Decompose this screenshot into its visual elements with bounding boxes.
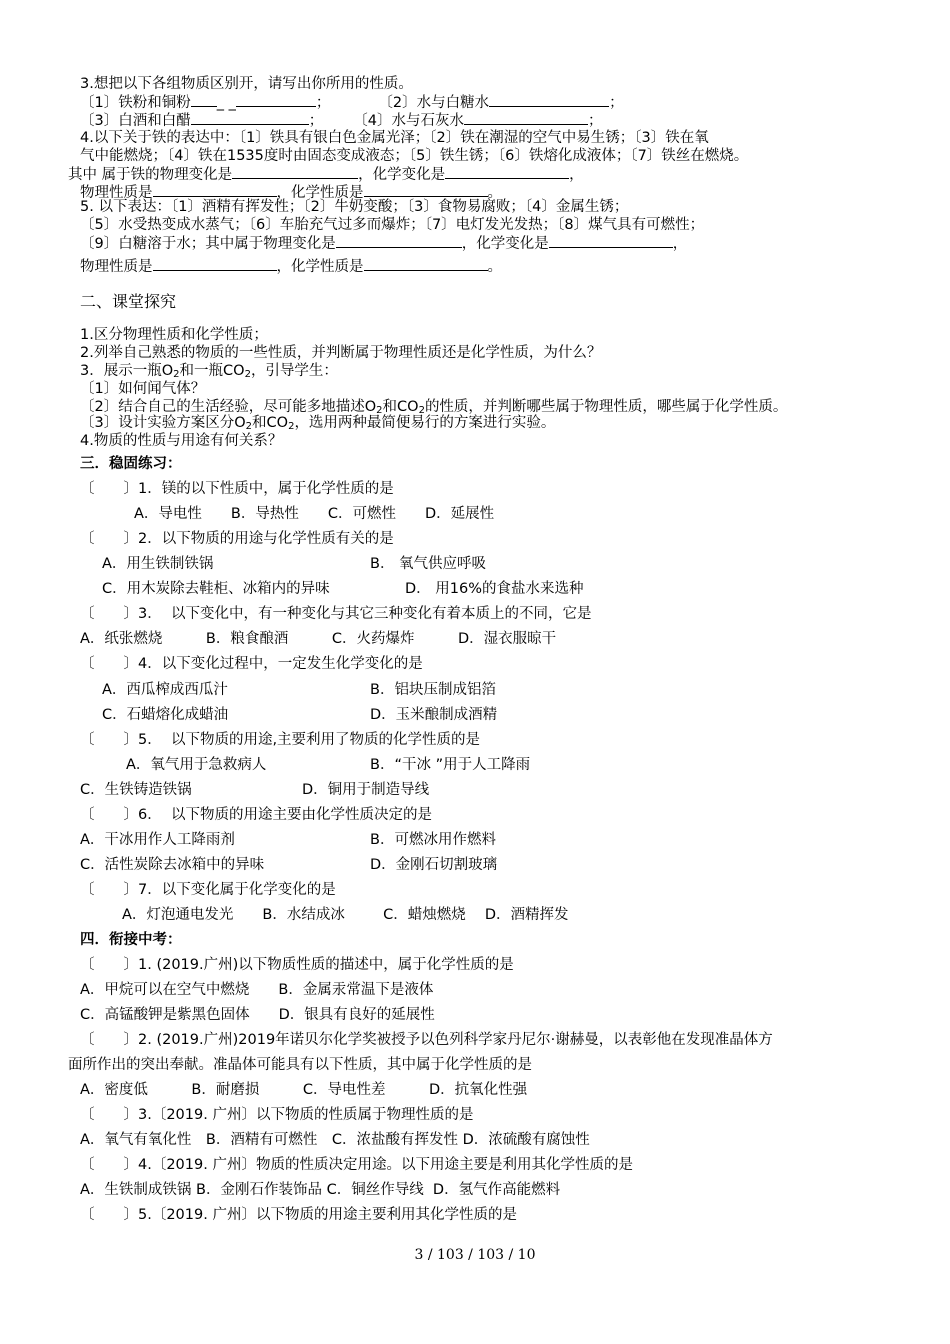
s4-q2-options: A．密度低 B．耐磨损 C．导电性差 D．抗氧化性强 <box>80 1082 528 1098</box>
section2-p4: 〔1〕如何闻气体？ <box>80 381 206 397</box>
s4-q1: 〔 〕1. (2019.广州)以下物质性质的描述中，属于化学性质的是 <box>80 957 514 973</box>
s3-q4-option-c: C．石蜡熔化成蜡油 <box>102 707 229 723</box>
page-footer: 3 / 103 / 103 / 10 <box>414 1247 536 1263</box>
s3-q6-option-d: D．金刚石切割玻璃 <box>370 857 498 873</box>
s3-q3: 〔 〕3． 以下变化中，有一种变化与其它三种变化有着本质上的不同，它是 <box>80 606 592 622</box>
q3-sep2: ； <box>609 95 624 111</box>
s4-q4-options: A．生铁制成铁锅 B．金刚石作装饰品 C．铜丝作导线 D．氢气作高能燃料 <box>80 1182 561 1198</box>
q5-blank-chemical-change[interactable] <box>549 234 673 248</box>
s3-q2-option-d: D． 用16%的食盐水来选种 <box>405 581 584 597</box>
q5-chemical-property-label: ，化学性质是 <box>276 259 364 275</box>
q3-row2 <box>80 111 602 130</box>
subscript-2: 2 <box>376 405 383 416</box>
section2-title: 二、课堂探究 <box>80 292 177 311</box>
q5-line3 <box>80 234 687 253</box>
section4-title: 四．衔接中考： <box>80 932 182 948</box>
s3-q6-option-a: A．干冰用作人工降雨剂 <box>80 832 235 848</box>
subscript-2: 2 <box>288 421 295 432</box>
q4-line3 <box>68 165 584 184</box>
q4-blank-chemical-property[interactable] <box>364 183 488 197</box>
q5-blank-physical-property[interactable] <box>153 257 277 271</box>
section2-p3 <box>80 362 338 380</box>
q5-blank-physical-change[interactable] <box>336 234 462 248</box>
section2-p6-part2: 和CO <box>252 415 289 431</box>
s4-q5: 〔 〕5.〔2019. 广州〕以下物质的用途主要利用其化学性质的是 <box>80 1207 517 1223</box>
s4-q4: 〔 〕4.〔2019. 广州〕物质的性质决定用途。以下用途主要是利用其化学性质的是 <box>80 1157 633 1173</box>
s3-q6-option-b: B．可燃冰用作燃料 <box>370 832 496 848</box>
s4-q1-options-cd: C．高锰酸钾是紫黑色固体 D．银具有良好的延展性 <box>80 1007 435 1023</box>
section2-p5-part3: 的性质，并判断哪些属于物理性质，哪些属于化学性质。 <box>424 399 788 415</box>
section2-p1: 1.区分物理性质和化学性质； <box>80 327 268 343</box>
q4-blank-physical-change[interactable] <box>232 165 358 179</box>
s3-q5-option-a: A．氧气用于急救病人 <box>126 757 267 773</box>
s3-q5-option-c: C．生铁铸造铁锅 <box>80 782 192 798</box>
s3-q1-options: A．导电性 B．导热性 C．可燃性 D．延展性 <box>134 506 495 522</box>
s3-q4: 〔 〕4．以下变化过程中，一定发生化学变化的是 <box>80 656 423 672</box>
s3-q5-option-d: D．铜用于制造导线 <box>302 782 430 798</box>
q4-period: 。 <box>487 185 502 201</box>
q4-physical-change-label: 其中 属于铁的物理变化是 <box>68 167 233 183</box>
section2-p6-part3: ，选用两种最简便易行的方案进行实验。 <box>294 415 556 431</box>
q5-line4 <box>80 257 502 276</box>
q3-item2: 〔2〕水与白糖水 <box>378 95 490 111</box>
q4-blank-chemical-change[interactable] <box>445 165 569 179</box>
s3-q5: 〔 〕5． 以下物质的用途,主要利用了物质的化学性质的是 <box>80 732 481 748</box>
q4-line2: 气中能燃烧；〔4〕铁在1535度时由固态变成液态；〔5〕铁生锈；〔6〕铁熔化成液体；〔7〕铁丝在燃烧。 <box>80 148 749 164</box>
s3-q2-option-c: C．用木炭除去鞋柜、冰箱内的异味 <box>102 581 330 597</box>
q5-line2: 〔5〕水受热变成水蒸气；〔6〕车胎充气过多而爆炸；〔7〕电灯发光发热；〔8〕煤气具有可燃性； <box>80 217 705 233</box>
q4-chemical-property-label: ，化学性质是 <box>276 185 364 201</box>
s3-q4-option-d: D．玉米酿制成酒精 <box>370 707 498 723</box>
section3-title: 三．稳固练习： <box>80 456 182 472</box>
q4-blank-physical-property[interactable] <box>153 183 277 197</box>
s3-q1: 〔 〕1．镁的以下性质中，属于化学性质的是 <box>80 481 394 497</box>
q3-sep3: ； <box>308 113 324 129</box>
q3-title: 3.想把以下各组物质区别开，请写出你所用的性质。 <box>80 76 413 92</box>
section2-p5-part1: 〔2〕结合自己的生活经验，尽可能多地描述O <box>80 399 377 415</box>
q3-end: ； <box>587 113 603 129</box>
q3-dash: _ _ <box>216 95 236 111</box>
q3-item4: 〔4〕水与石灰水 <box>353 113 464 129</box>
s3-q2: 〔 〕2．以下物质的用途与化学性质有关的是 <box>80 531 394 547</box>
section2-p3-part3: ，引导学生： <box>250 363 338 379</box>
s3-q6-option-c: C．活性炭除去冰箱中的异味 <box>80 857 265 873</box>
q3-sep1: ； <box>315 95 331 111</box>
s3-q7: 〔 〕7．以下变化属于化学变化的是 <box>80 882 336 898</box>
s3-q2-option-a: A．用生铁制铁锅 <box>102 556 214 572</box>
subscript-2: 2 <box>245 421 253 432</box>
section2-p5-part2: 和CO <box>382 399 419 415</box>
q5-period: 。 <box>487 259 502 275</box>
subscript-2: 2 <box>173 369 180 380</box>
s3-q2-option-b: B． 氧气供应呼吸 <box>370 556 487 572</box>
q5-physical-change-label: 〔9〕白糖溶于水；其中属于物理变化是 <box>80 236 336 252</box>
q5-line1: 5. 以下表达：〔1〕酒精有挥发性；〔2〕牛奶变酸；〔3〕食物易腐败；〔4〕金属生锈； <box>80 199 629 215</box>
q5-blank-chemical-property[interactable] <box>364 257 488 271</box>
q3-row1 <box>80 93 624 112</box>
q4-chemical-change-label: ，化学变化是 <box>358 167 446 183</box>
subscript-2: 2 <box>244 369 251 380</box>
q3-item3: 〔3〕白酒和白醋 <box>80 113 191 129</box>
section2-p3-part1: 3．展示一瓶O <box>80 363 174 379</box>
s3-q5-option-b: B．“干冰 ”用于人工降雨 <box>370 757 531 773</box>
s4-q3-options: A．氧气有氧化性 B．酒精有可燃性 C．浓盐酸有挥发性 D．浓硫酸有腐蚀性 <box>80 1132 590 1148</box>
section2-p2: 2.列举自己熟悉的物质的一些性质，并判断属于物理性质还是化学性质，为什么？ <box>80 345 602 361</box>
s4-q2-line1: 〔 〕2. (2019.广州)2019年诺贝尔化学奖被授予以色列科学家丹尼尔·谢赫曼，以表彰他在发现准晶体方 <box>80 1032 773 1048</box>
section2-p6 <box>80 414 555 432</box>
q4-physical-property-label: 物理性质是 <box>80 185 153 201</box>
subscript-2: 2 <box>418 405 425 416</box>
s4-q3: 〔 〕3.〔2019. 广州〕以下物质的性质属于物理性质的是 <box>80 1107 474 1123</box>
q4-line1: 4.以下关于铁的表达中：〔1〕铁具有银白色金属光泽；〔2〕铁在潮湿的空气中易生锈；〔3〕铁在氧 <box>80 130 709 146</box>
s3-q4-option-a: A．西瓜榨成西瓜汁 <box>102 682 228 698</box>
q5-comma: ， <box>672 236 688 252</box>
s4-q2-line2: 面所作出的突出奉献。准晶体可能具有以下性质，其中属于化学性质的是 <box>68 1057 532 1073</box>
q5-physical-property-label: 物理性质是 <box>80 259 153 275</box>
s3-q6: 〔 〕6． 以下物质的用途主要由化学性质决定的是 <box>80 807 432 823</box>
section2-p7: 4.物质的性质与用途有何关系？ <box>80 433 283 449</box>
q4-comma: ， <box>569 167 584 183</box>
s3-q4-option-b: B．铝块压制成铝箔 <box>370 682 496 698</box>
q3-item1: 〔1〕铁粉和铜粉 <box>80 95 191 111</box>
q5-chemical-change-label: ，化学变化是 <box>461 236 549 252</box>
section2-p3-part2: 和一瓶CO <box>179 363 245 379</box>
section2-p6-part1: 〔3〕设计实验方案区分O <box>80 415 246 431</box>
s3-q3-options: A．纸张燃烧 B．粮食酿酒 C．火药爆炸 D．湿衣服晾干 <box>80 631 557 647</box>
s3-q7-options: A．灯泡通电发光 B．水结成冰 C．蜡烛燃烧 D．酒精挥发 <box>122 907 569 923</box>
s4-q1-options-ab: A．甲烷可以在空气中燃烧 B．金属汞常温下是液体 <box>80 982 434 998</box>
